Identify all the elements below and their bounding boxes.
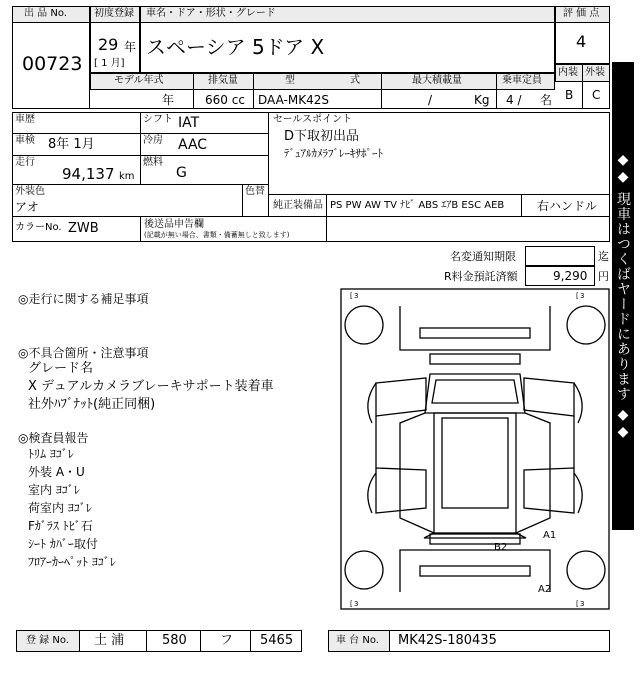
capacity-unit: 名 [540, 93, 553, 107]
aircon-label: 冷房 [143, 135, 163, 146]
fuel-label: 燃料 [143, 157, 163, 168]
equip-divider [326, 194, 327, 242]
lot-number: 00723 [22, 53, 83, 75]
sales-point-2: ﾃﾞｭｱﾙｶﾒﾗﾌﾞﾚｰｷｻﾎﾟｰﾄ [284, 147, 383, 160]
color-no-value: ZWB [68, 221, 99, 236]
recycle-unit: 円 [598, 270, 609, 283]
first-reg-label: 初度登録 [94, 8, 134, 19]
std-equip-label: 純正装備品 [273, 200, 323, 211]
details-row-2 [12, 155, 268, 156]
diagram-corner-tr: [ [576, 292, 579, 300]
aftermarket-label: 後送品申告欄 [144, 219, 204, 230]
grade-divider [582, 64, 583, 109]
inspection-label: 車検 [15, 135, 35, 146]
reg-area: 土 浦 [94, 633, 125, 648]
defect-line: X デュアルカメラブレーキサポート装着車 [28, 379, 274, 394]
defect-line: グレード名 [28, 361, 94, 376]
aftermarket-divider [140, 216, 141, 242]
lot-label: 出 品 No. [24, 8, 67, 19]
first-reg-month: [ 1 月] [94, 58, 125, 69]
recycle-label: R料金預託済額 [444, 270, 518, 283]
score-label: 評 価 点 [563, 8, 600, 19]
shift-value: IAT [178, 115, 200, 131]
sales-point-1: D下取初出品 [284, 129, 360, 144]
shift-label: シフト [143, 114, 173, 125]
damage-mark-b2: B2 [494, 542, 508, 553]
chassis-label: 車 台 No. [336, 635, 379, 646]
recycle-value: 9,290 [553, 269, 588, 283]
exterior-grade: C [592, 88, 601, 102]
car-body-diagram [340, 288, 610, 610]
car-name: スペーシア 5ドア X [146, 35, 325, 59]
name-change-box [525, 246, 595, 266]
type-label-2: 式 [350, 75, 360, 86]
diagram-corner-tl-label: 3 [354, 292, 359, 300]
reg-divider-1 [146, 630, 147, 652]
max-load-unit: Kg [474, 93, 490, 107]
spec-divider-3 [381, 73, 382, 109]
inspector-line: 外装 A・U [28, 465, 85, 479]
max-load-value: / [428, 93, 433, 107]
fuel-value: G [176, 165, 187, 181]
interior-grade: B [565, 88, 574, 102]
ext-color-label: 外装色 [15, 186, 45, 197]
inspector-title: ◎検査員報告 [18, 431, 89, 445]
name-change-unit: 迄 [598, 250, 609, 263]
damage-mark-a1: A1 [543, 530, 557, 541]
ext-color-value: アオ [15, 200, 39, 214]
interior-label: 内装 [558, 67, 578, 78]
name-change-label: 名変通知期限 [450, 250, 516, 263]
defect-line: 社外ﾊﾌﾞﾅｯﾄ(純正同梱) [28, 397, 156, 412]
std-equip-value: PS PW AW TV ﾅﾋﾞ ABS ｴｱB ESC AEB [330, 200, 505, 211]
details-row-3 [12, 184, 268, 185]
mileage-value: 94,137 [62, 165, 115, 183]
damage-mark-a2: A2 [538, 584, 552, 595]
details-col-1 [140, 112, 141, 184]
diagram-corner-bl: [ [350, 600, 353, 608]
reg-class: 580 [162, 633, 187, 648]
inspector-line: ﾌﾛｱｰｶｰﾍﾟｯﾄ ﾖｺﾞﾚ [28, 555, 116, 569]
color-change-divider [242, 184, 243, 216]
mileage-label: 走行 [15, 157, 35, 168]
capacity-label: 乗車定員 [502, 75, 542, 86]
reg-divider-3 [250, 630, 251, 652]
model-year-label: モデル年式 [114, 75, 164, 86]
displacement-label: 排気量 [208, 75, 238, 86]
inspection-value: 8年 1月 [48, 137, 95, 152]
steering-divider [521, 194, 522, 216]
reg-label: 登 録 No. [26, 635, 69, 646]
chassis-value: MK42S-180435 [398, 633, 497, 648]
reg-number: 5465 [260, 633, 294, 648]
spec-divider-4 [496, 73, 497, 109]
steering-value: 右ハンドル [537, 199, 598, 213]
inspector-line: Fｶﾞﾗｽ ﾄﾋﾞ石 [28, 519, 93, 533]
displacement-value: 660 cc [205, 93, 245, 107]
details-row-4 [12, 216, 610, 217]
inspector-line: 荷室内 ﾖｺﾞﾚ [28, 501, 92, 515]
equip-top-line [268, 194, 610, 195]
max-load-label: 最大積載量 [412, 75, 462, 86]
year-cell [90, 22, 140, 73]
exterior-label: 外装 [585, 67, 605, 78]
details-col-2 [268, 112, 269, 216]
details-row-1 [12, 133, 268, 134]
inspector-line: ﾄﾘﾑ ﾖｺﾞﾚ [28, 447, 74, 461]
capacity-value: 4 / [506, 93, 522, 107]
first-reg-year: 29 [98, 35, 119, 54]
aircon-value: AAC [178, 137, 208, 153]
reg-kana: フ [220, 633, 234, 648]
aftermarket-note: (記載が無い場合、書類・備蓄無しと致します) [144, 231, 290, 239]
diagram-corner-bl-label: 3 [354, 600, 359, 608]
reg-divider-2 [200, 630, 201, 652]
type-value: DAA-MK42S [258, 93, 329, 107]
diagram-corner-br-label: 3 [580, 600, 585, 608]
diagram-corner-tr-label: 3 [580, 292, 585, 300]
model-year-unit: 年 [162, 93, 175, 107]
history-label: 車歴 [15, 114, 35, 125]
sales-point-label: セールスポイント [273, 114, 353, 125]
first-reg-year-unit: 年 [124, 40, 137, 54]
driving-notes-title: ◎走行に関する補足事項 [18, 292, 149, 306]
diagram-corner-tl: [ [350, 292, 353, 300]
car-name-label: 車名・ドア・形状・グレード [146, 8, 276, 19]
location-banner: ◆◆ 現車はつくばヤードにあります ◆◆ [612, 62, 634, 530]
inspector-line: ｼｰﾄ ｶﾊﾞｰ取付 [28, 537, 98, 551]
inspector-line: 室内 ﾖｺﾞﾚ [28, 483, 80, 497]
spec-divider-2 [253, 73, 254, 109]
score-value: 4 [576, 32, 587, 51]
spec-divider-1 [193, 73, 194, 109]
type-label: 型 [285, 75, 295, 86]
diagram-corner-br: [ [576, 600, 579, 608]
color-no-label: カラーNo. [15, 222, 62, 233]
color-change-label: 色替 [245, 186, 265, 197]
mileage-unit: km [119, 171, 135, 182]
defects-title: ◎不具合箇所・注意事項 [18, 346, 149, 360]
